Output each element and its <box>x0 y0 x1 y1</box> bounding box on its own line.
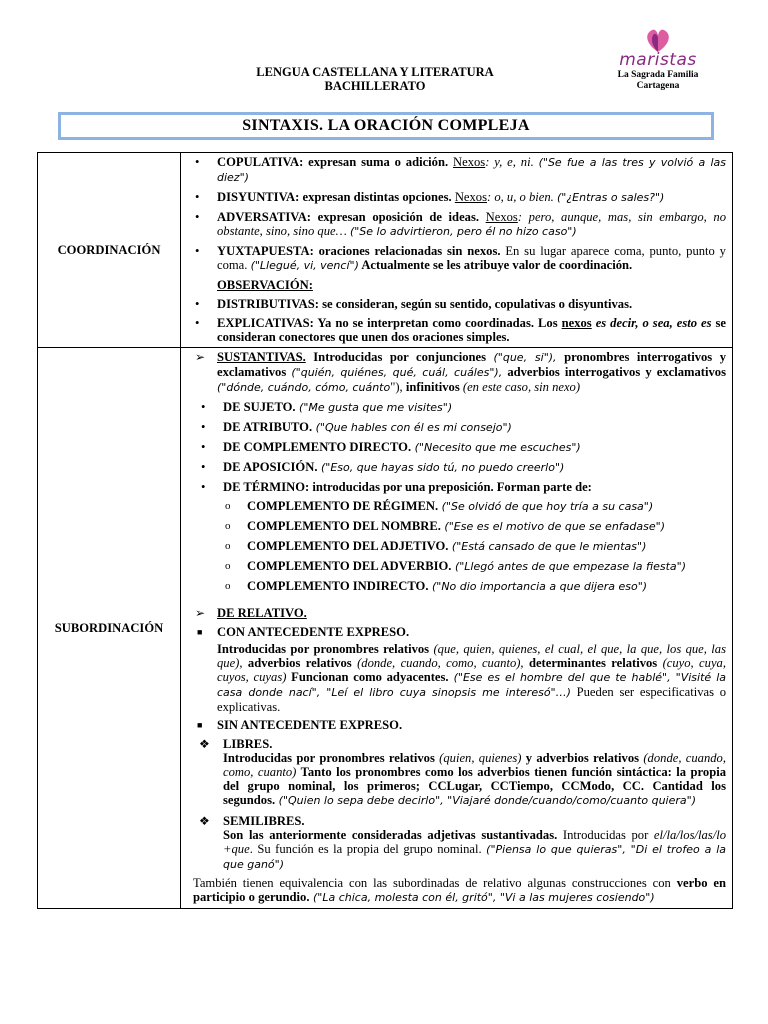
logo-wordmark: maristas <box>619 50 697 70</box>
label-subordinacion: SUBORDINACIÓN <box>38 348 181 909</box>
libres-text: Introducidas por pronombres relativos (quien, quienes) y adverbios relativos (donde, cuando, como, cuanto) Tanto los pronombres como los adverbios tienen función sintáctica: la propia del grupo nominal, los primeros; CCLugar, CCTiempo, CCModo, CC. Cantidad los segundos. ("Quien lo sepa debe decirlo", "Viajaré donde/cuando/como/cuanto quiera") <box>223 751 726 807</box>
list-item: • DE ATRIBUTO. ("Que hables con él es mi consejo") <box>201 420 512 434</box>
relativo-heading: ➢ DE RELATIVO. <box>195 606 307 620</box>
header-course <box>210 65 540 93</box>
observacion-heading: OBSERVACIÓN: <box>217 278 313 292</box>
row-subordinacion <box>38 348 733 909</box>
diamond-bullet-icon: ❖ <box>199 814 210 828</box>
square-bullet-icon: ■ <box>197 720 203 730</box>
list-item: o COMPLEMENTO DEL NOMBRE. ("Ese es el motivo de que se enfadase") <box>225 519 665 533</box>
list-item: • YUXTAPUESTA: oraciones relacionadas sin nexos. En su lugar aparece coma, punto, punto y coma. ("Llegué, vi, vencí") Actualmente se les atribuye valor de coordinación. <box>195 244 726 272</box>
list-item: • DISTRIBUTIVAS: se consideran, según su sentido, copulativas o disyuntivas. <box>195 297 633 311</box>
list-item: o COMPLEMENTO INDIRECTO. ("No dio importancia a que dijera eso") <box>225 579 648 593</box>
syntax-table <box>37 152 733 909</box>
list-item: • COPULATIVA: expresan suma o adición. Nexos: y, e, ni. ("Se fue a las tres y volvió a las diez") <box>195 155 726 184</box>
coord-content <box>181 153 733 348</box>
list-item: o COMPLEMENTO DEL ADJETIVO. ("Está cansado de que le mientas") <box>225 539 647 553</box>
square-bullet-icon: ■ <box>197 627 203 637</box>
semilibres-heading: ❖ SEMILIBRES. <box>199 814 305 828</box>
tambien-text: También tienen equivalencia con las subordinadas de relativo algunas construcciones con verbo en participio o gerundio. ("La chica, molesta con él, gritó", "Vi a las mujeres cosiendo") <box>193 876 726 904</box>
list-item: • DE SUJETO. ("Me gusta que me visites") <box>201 400 453 414</box>
con-antecedente-text: Introducidas por pronombres relativos (que, quien, quienes, el cual, el que, la que, los que, las que), adverbios relativos (donde, cuando, como, cuanto), determinantes relativos (cuyo, cuya, cuyos, cuyas) Funcionan como adyacentes. ("Ese es el hombre del que te hablé", "Visité la casa donde nací", "Leí el libro cuya sinopsis me interesó"…) Pueden ser especificativas o explicativas. <box>217 642 727 714</box>
page-title: SINTAXIS. LA ORACIÓN COMPLEJA <box>58 112 714 140</box>
list-item: • DE APOSICIÓN. ("Eso, que hayas sido tú, no puedo creerlo") <box>201 460 565 474</box>
list-item: o COMPLEMENTO DE RÉGIMEN. ("Se olvidó de que hoy tría a su casa") <box>225 499 654 513</box>
header-line2: BACHILLERATO <box>324 79 426 93</box>
sustantivas-item: ➢ SUSTANTIVAS. Introducidas por conjunciones ("que, si"), pronombres interrogativos y exclamativos ("quién, quiénes, qué, cuál, cuáles"), adverbios interrogativos y exclamativos ("dónde, cuándo, cómo, cuánto"), infinitivos (en este caso, sin nexo) <box>195 350 726 394</box>
header-line1: LENGUA CASTELLANA Y LITERATURA <box>256 65 494 79</box>
list-item: • ADVERSATIVA: expresan oposición de ideas. Nexos: pero, aunque, mas, sin embargo, no obstante, sino, sino que… ("Se lo advirtieron, pero él no hizo caso") <box>195 210 726 238</box>
row-coordinacion <box>38 153 733 348</box>
diamond-bullet-icon: ❖ <box>199 737 210 751</box>
list-item: o COMPLEMENTO DEL ADVERBIO. ("Llegó antes de que empezase la fiesta") <box>225 559 686 573</box>
list-item: • DISYUNTIVA: expresan distintas opciones. Nexos: o, u, o bien. ("¿Entras o sales?") <box>195 190 665 204</box>
logo-sub2: Cartagena <box>636 81 680 91</box>
list-item: • DE TÉRMINO: introducidas por una preposición. Forman parte de: <box>201 480 592 494</box>
libres-heading: ❖ LIBRES. <box>199 737 273 751</box>
arrow-bullet-icon: ➢ <box>195 350 206 364</box>
sin-antecedente-heading: ■ SIN ANTECEDENTE EXPRESO. <box>197 718 403 732</box>
con-antecedente-heading: ■ CON ANTECEDENTE EXPRESO. <box>197 625 410 639</box>
logo-sub1: La Sagrada Familia <box>617 70 699 80</box>
arrow-bullet-icon: ➢ <box>195 606 206 620</box>
list-item: • DE COMPLEMENTO DIRECTO. ("Necesito que me escuches") <box>201 440 581 454</box>
label-coordinacion: COORDINACIÓN <box>38 153 181 348</box>
semilibres-text: Son las anteriormente consideradas adjetivas sustantivadas. Introducidas por el/la/los/las/lo +que. Su función es la propia del grupo nominal. ("Piensa lo que quieras", "Di el trofeo a la que ganó") <box>223 828 726 871</box>
maristas-logo <box>598 26 718 108</box>
list-item: • EXPLICATIVAS: Ya no se interpretan como coordinadas. Los nexos es decir, o sea, esto es se consideran conectores que unen dos oraciones simples. <box>195 316 726 344</box>
subord-content <box>181 348 733 909</box>
